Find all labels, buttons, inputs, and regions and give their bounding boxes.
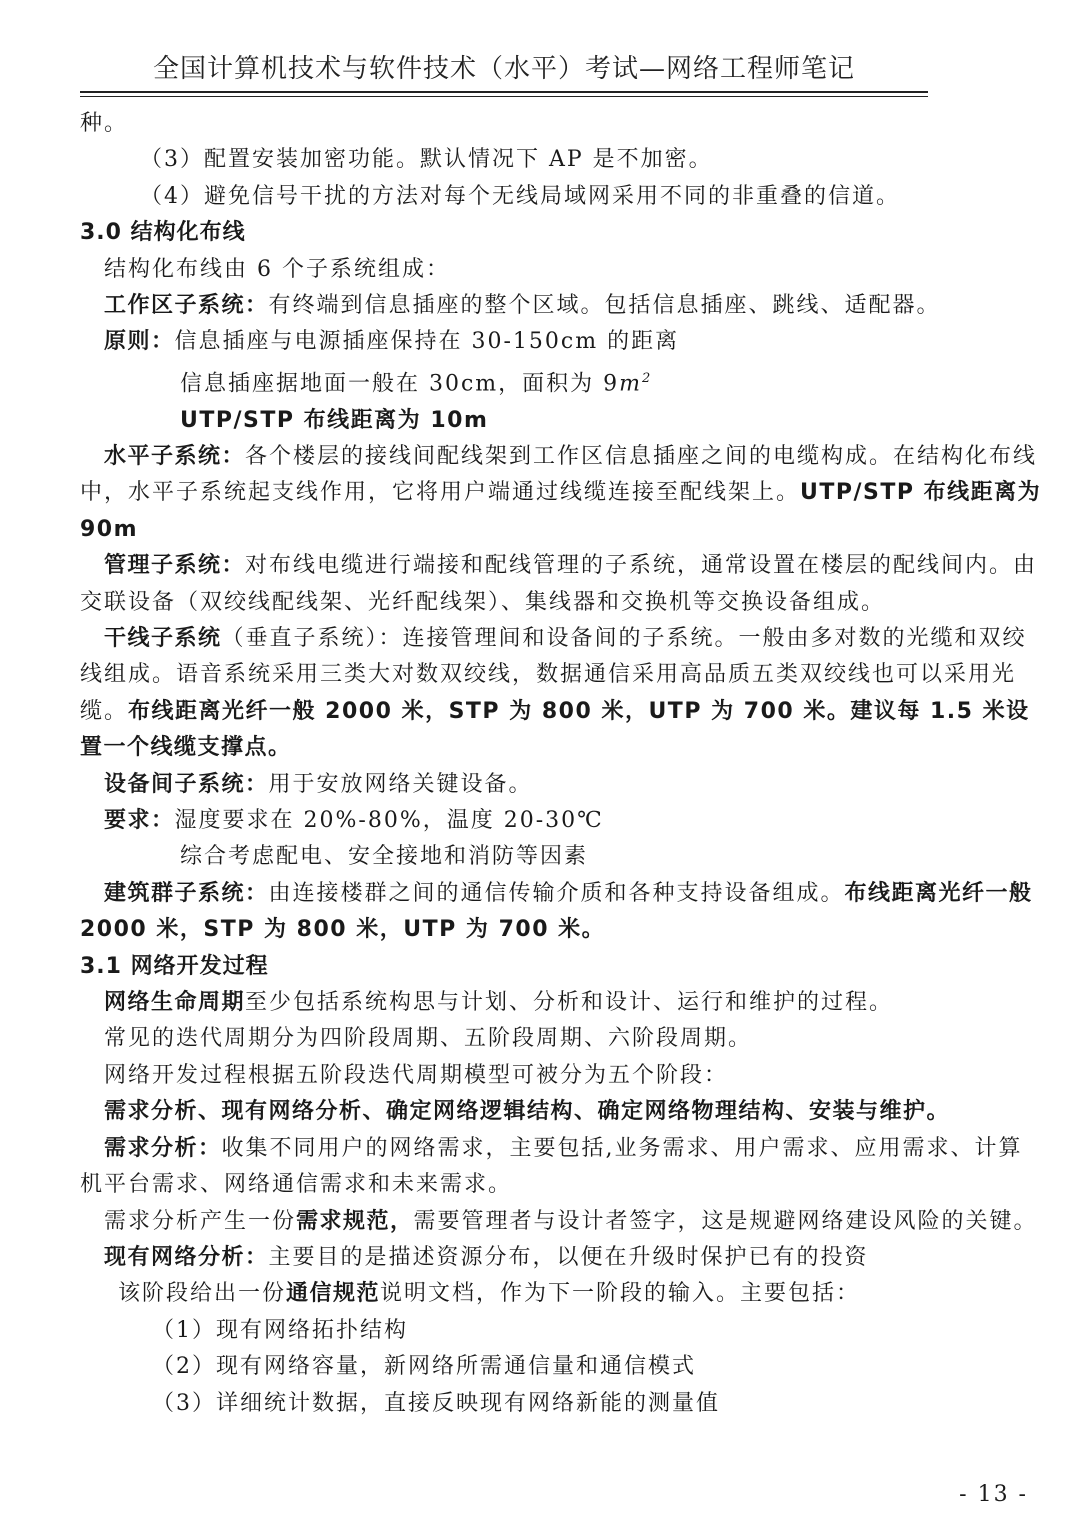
list-item: （3）详细统计数据，直接反映现有网络新能的测量值 bbox=[152, 1390, 720, 1416]
bold-note: 布线距离光纤一般 2000 米，STP 为 800 米，UTP 为 700 米。建议每 1.5 米设置一个线缆支撑点。 bbox=[80, 698, 1030, 761]
term-label: 需求规范， bbox=[296, 1208, 414, 1234]
section-heading-3-0: 3.0 结构化布线 bbox=[80, 220, 246, 246]
text-line: 常见的迭代周期分为四阶段周期、五阶段周期、六阶段周期。 bbox=[104, 1026, 753, 1052]
text-line: 原则：信息插座与电源插座保持在 30-150cm 的距离 bbox=[104, 329, 680, 355]
term-label: 水平子系统： bbox=[104, 443, 246, 469]
bold-note: 需求分析、现有网络分析、确定网络逻辑结构、确定网络物理结构、安装与维护。 bbox=[104, 1099, 951, 1125]
text-line: 工作区子系统：有终端到信息插座的整个区域。包括信息插座、跳线、适配器。 bbox=[104, 293, 941, 319]
header-rule-thin bbox=[80, 96, 928, 97]
header-rule-thick bbox=[80, 91, 928, 93]
page-number: - 13 - bbox=[959, 1482, 1028, 1507]
text-line: （4）避免信号干扰的方法对每个无线局域网采用不同的非重叠的信道。 bbox=[140, 183, 900, 209]
text-line: 该阶段给出一份通信规范说明文档，作为下一阶段的输入。主要包括： bbox=[118, 1281, 861, 1307]
term-label: 现有网络分析： bbox=[104, 1244, 269, 1270]
page-header-title: 全国计算机技术与软件技术（水平）考试—网络工程师笔记 bbox=[152, 54, 855, 84]
text-line: 信息插座据地面一般在 30cm，面积为 $9m^2$ bbox=[180, 370, 653, 397]
text-line: 设备间子系统：用于安放网络关键设备。 bbox=[104, 771, 533, 797]
page-body bbox=[80, 106, 1045, 1422]
paragraph: 需求分析产生一份需求规范，需要管理者与设计者签字，这是规避网络建设风险的关键。 bbox=[104, 1208, 1038, 1234]
bold-note: UTP/STP 布线距离为 10m bbox=[180, 407, 489, 433]
term-label: 建筑群子系统： bbox=[104, 880, 269, 906]
bold-note: 布线距离光纤一般 2000 米，STP 为 800 米，UTP 为 700 米。 bbox=[80, 880, 1033, 943]
paragraph: 建筑群子系统：由连接楼群之间的通信传输介质和各种支持设备组成。布线距离光纤一般 2000 米，STP 为 800 米，UTP 为 700 米。 bbox=[80, 880, 1033, 943]
text-line: （3）配置安装加密功能。默认情况下 AP 是不加密。 bbox=[140, 147, 713, 173]
paragraph: 干线子系统（垂直子系统）：连接管理间和设备间的子系统。一般由多对数的光缆和双绞线组成。语音系统采用三类大对数双绞线，数据通信采用高品质五类双绞线也可以采用光缆。布线距离光纤一般 2000 米，STP 为 800 米，UTP 为 700 米。建议每 1.5 米设置一个线缆支撑点。 bbox=[80, 626, 1030, 761]
text-line: 现有网络分析：主要目的是描述资源分布，以便在升级时保护已有的投资 bbox=[104, 1244, 869, 1270]
term-label: 通信规范 bbox=[286, 1281, 381, 1307]
term-label: 设备间子系统： bbox=[104, 771, 269, 797]
text-line: 综合考虑配电、安全接地和消防等因素 bbox=[180, 844, 589, 870]
section-heading-3-1: 3.1 网络开发过程 bbox=[80, 953, 269, 979]
paragraph: 需求分析：收集不同用户的网络需求，主要包括,业务需求、用户需求、应用需求、计算机平台需求、网络通信需求和未来需求。 bbox=[80, 1135, 1023, 1198]
text-line: 网络开发过程根据五阶段迭代周期模型可被分为五个阶段： bbox=[104, 1062, 729, 1088]
term-label: 网络生命周期 bbox=[104, 990, 246, 1016]
term-label: 要求： bbox=[104, 808, 175, 834]
paragraph: 管理子系统：对布线电缆进行端接和配线管理的子系统，通常设置在楼层的配线间内。由交联设备（双绞线配线架、光纤配线架）、集线器和交换机等交换设备组成。 bbox=[80, 553, 1038, 615]
text-line: 种。 bbox=[80, 111, 129, 136]
text-line bbox=[80, 403, 1045, 439]
list-item: （2）现有网络容量，新网络所需通信量和通信模式 bbox=[152, 1354, 696, 1380]
term-label: 工作区子系统： bbox=[104, 293, 269, 319]
term-label: 原则： bbox=[104, 329, 175, 355]
term-label: 干线子系统 bbox=[104, 626, 222, 652]
list-item: （1）现有网络拓扑结构 bbox=[152, 1317, 408, 1343]
text-line bbox=[80, 1094, 1045, 1130]
text-line: 要求：湿度要求在 20%-80%，温度 20-30℃ bbox=[104, 808, 604, 834]
term-label: 需求分析： bbox=[104, 1135, 222, 1161]
paragraph: 水平子系统：各个楼层的接线间配线架到工作区信息插座之间的电缆构成。在结构化布线中，水平子系统起支线作用，它将用户端通过线缆连接至配线架上。UTP/STP 布线距离为 90m bbox=[80, 443, 1042, 542]
text-line: 网络生命周期至少包括系统构思与计划、分析和设计、运行和维护的过程。 bbox=[104, 990, 894, 1016]
text-line: 结构化布线由 6 个子系统组成： bbox=[104, 256, 450, 282]
term-label: 管理子系统： bbox=[104, 553, 246, 579]
bold-note: UTP/STP 布线距离为 90m bbox=[80, 480, 1042, 542]
